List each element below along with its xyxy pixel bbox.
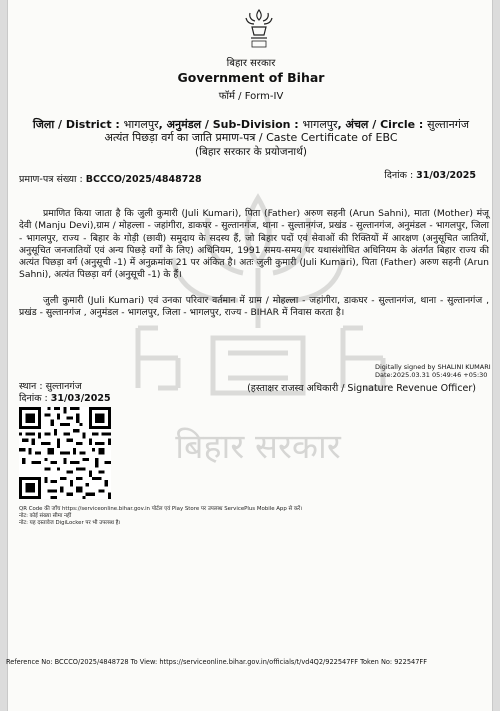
- circle-label: , अंचल / Circle :: [337, 118, 428, 131]
- form-number: फॉर्म / Form-IV: [218, 91, 284, 102]
- district-value: भागलपुर: [123, 118, 159, 131]
- circle-value: सुल्तानगंज: [427, 118, 470, 131]
- note-line-2: नोट: कोई संख्या सीमा नहीं: [19, 513, 72, 519]
- certificate-number-label: प्रमाण-पत्र संख्या :: [19, 174, 86, 185]
- watermark-text: बिहार सरकार: [175, 427, 341, 467]
- place-value: सुल्तानगंज: [45, 381, 82, 392]
- issue-date-label: दिनांक :: [384, 170, 417, 181]
- certificate-number-value: BCCCO/2025/4848728: [85, 174, 202, 185]
- digilocker-note: नोट: यह दस्तावेज DigiLocker पर भी उपलब्ध है।: [19, 520, 121, 526]
- district-label: जिला / District :: [32, 118, 124, 131]
- ashoka-emblem-icon: [240, 8, 278, 50]
- subdivision-value: भागलपुर: [302, 118, 338, 131]
- certificate-subtitle: (बिहार सरकार के प्रयोजनार्थ): [195, 146, 307, 158]
- place-label: स्थान :: [19, 381, 46, 392]
- digital-signature-block: [375, 363, 491, 379]
- footer-date-value: 31/03/2025: [50, 393, 111, 404]
- qr-verification-note: QR Code की जाँच https://serviceonline.bihar.gov.in पोर्टल एवं Play Store पर उपलब्ध ServicePlus Mobile App से करें।: [19, 506, 303, 512]
- certificate-title: अत्यंत पिछड़ा वर्ग का जाति प्रमाण-पत्र / Caste Certificate of EBC: [104, 131, 398, 144]
- subdivision-label: , अनुमंडल / Sub-Division :: [158, 118, 303, 131]
- certificate-body-paragraph-1: प्रमाणित किया जाता है कि जुली कुमारी (Juli Kumari), पिता (Father) अरुण सहनी (Arun Sahni), माता (Mother) मंजू देवी (Manju Devi),ग्राम / मोहल्ला - जहांगीरा, डाकघर - सुल्तानगंज, थाना - सुल्तानगंज, प्रखंड - सुल्तानगंज, अनुमंडल - भागलपुर, जिला - भागलपुर, राज्य - बिहार के गोड़ी (छावी) समुदाय के सदस्य हैं, जो बिहार पदों एवं सेवाओं की रिक्तियों में आरक्षण (अनुसूचित जातियों, अनुसूचित जनजातियों एवं अन्य पिछड़े वर्गों के लिए) अधिनियम, 1991 समय-समय पर यथासंशोधित अधिनियम के अंतर्गत बिहार राज्य की अत्यंत पिछड़ा वर्ग (अनुसूची -1) में अनुक्रमांक 21 पर अंकित है। अतः जुली कुमारी (Juli Kumari), पिता (Father) अरुण सहनी (Arun Sahni), अत्यंत पिछड़ा वर्ग (अनुसूची -1) के हैं।: [19, 208, 489, 281]
- digital-signature-date: Date:2025.03.31 05:49:46 +05:30: [375, 371, 488, 379]
- issue-date: [384, 168, 476, 181]
- state-name-hindi: बिहार सरकार: [226, 58, 276, 69]
- certificate-number: [19, 172, 202, 185]
- footer-date: [19, 391, 111, 404]
- certificate-body-paragraph-2: जुली कुमारी (Juli Kumari) एवं उनका परिवार वर्तमान में ग्राम / मोहल्ला - जहांगीरा, डाकघर - सुल्तानगंज, थाना - सुल्तानगंज , प्रखंड - सुल्तानगंज , अनुमंडल - भागलपुर, जिला - भागलपुर, राज्य - BIHAR में निवास करता है।: [19, 295, 489, 319]
- issue-date-value: 31/03/2025: [416, 170, 476, 181]
- digital-signature-signer: Digitally signed by SHALINI KUMARI: [375, 363, 491, 371]
- reference-line[interactable]: Reference No: BCCCO/2025/4848728 To View: https://serviceonline.bihar.gov.in/officials/t/vd4Q2/922547FF Token No: 922547FF: [6, 658, 427, 666]
- qr-code[interactable]: [19, 407, 111, 499]
- government-title: Government of Bihar: [177, 70, 325, 85]
- footer-date-label: दिनांक :: [19, 393, 51, 404]
- signature-revenue-officer: (हस्ताक्षर राजस्व अधिकारी / Signature Revenue Officer): [247, 383, 476, 394]
- certificate-page: [7, 0, 493, 711]
